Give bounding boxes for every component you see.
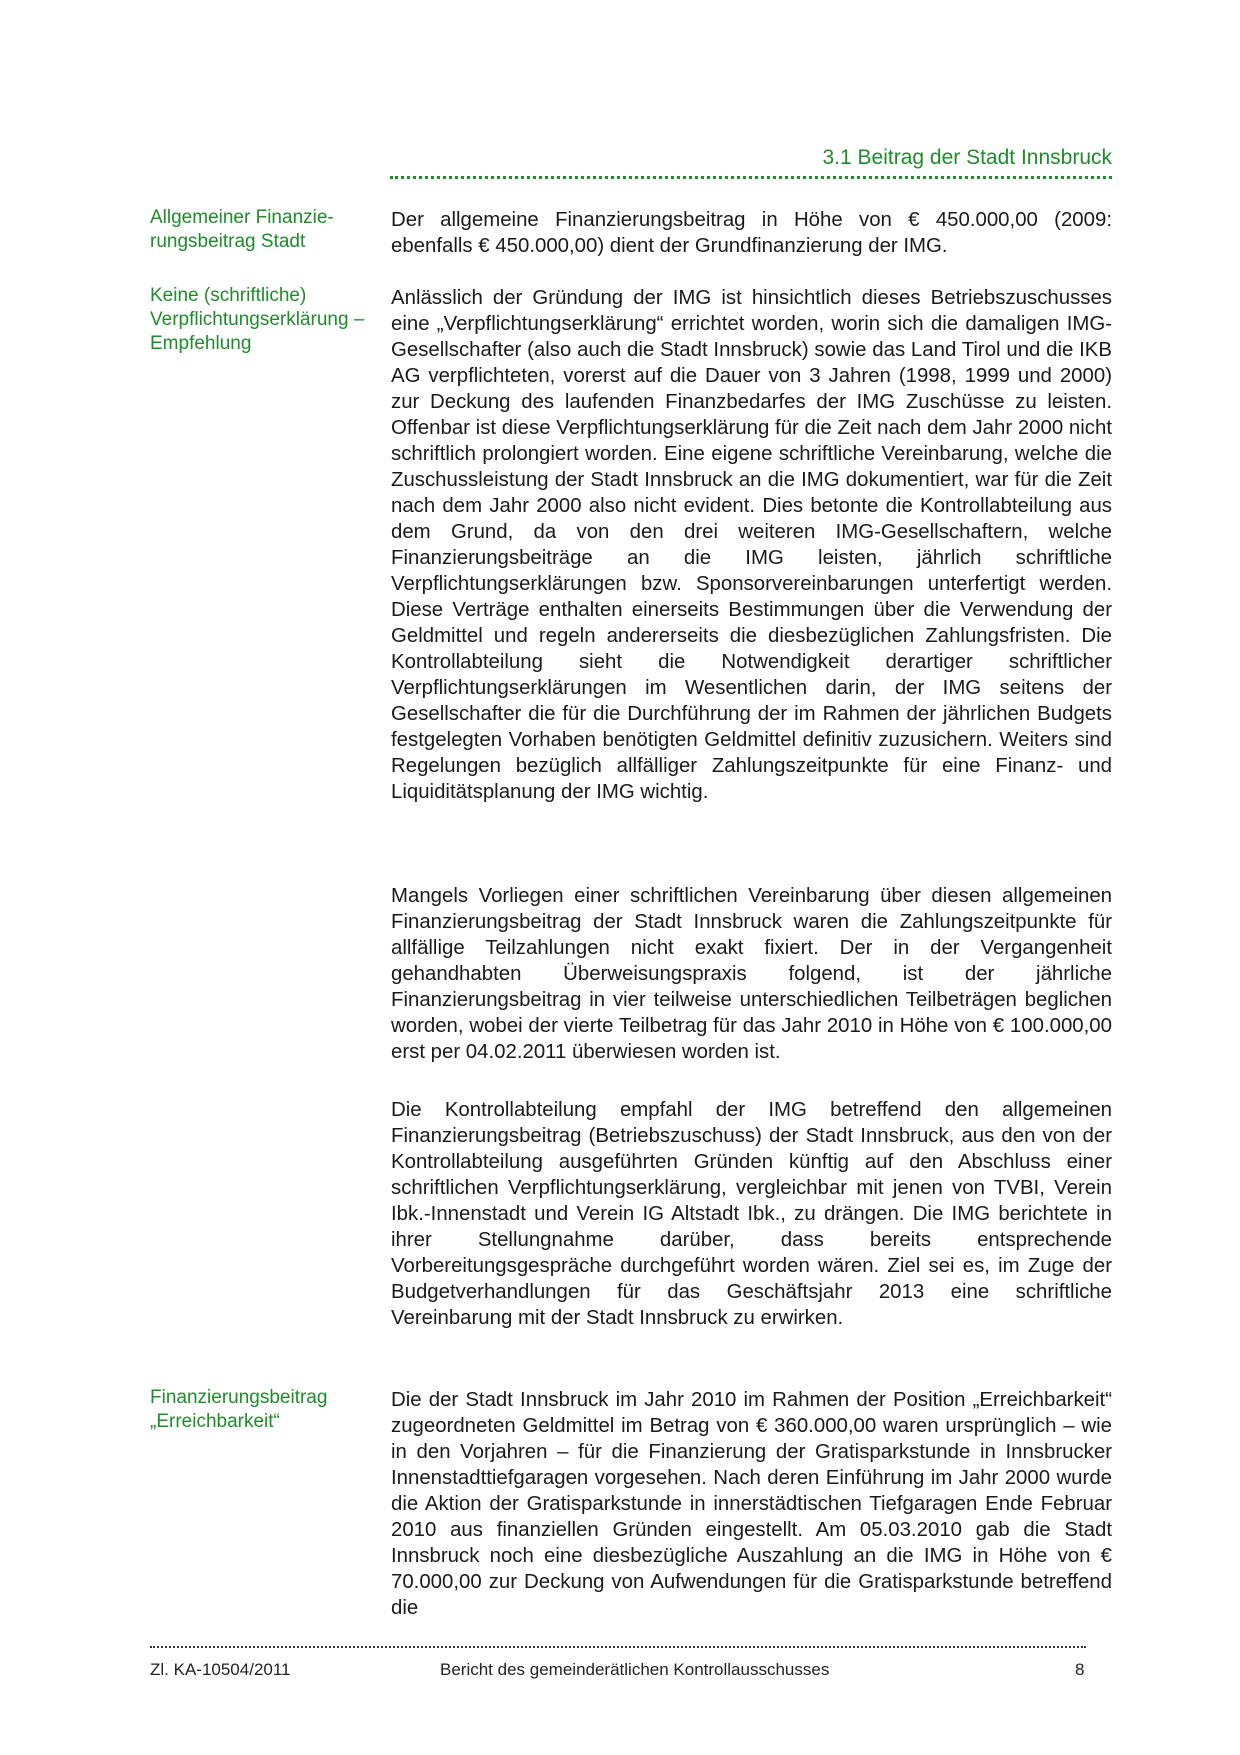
- header-dotted-rule: [390, 176, 1112, 179]
- paragraph-commitment-declaration: Anlässlich der Gründung der IMG ist hinsichtlich dieses Betriebszuschusses eine „Verpflichtungserklärung“ errichtet worden, worin sich die damaligen IMG-Gesellschafter (also auch die Stadt Innsbruck) sowie das Land Tirol und die IKB AG verpflichteten, vorerst auf die Dauer von 3 Jahren (1998, 1999 und 2000) zur Deckung des laufenden Finanzbedarfes der IMG Zuschüsse zu leisten. Offenbar ist diese Verpflichtungserklärung für die Zeit nach dem Jahr 2000 nicht schriftlich prolongiert worden. Eine eigene schriftliche Vereinbarung, welche die Zuschussleistung der Stadt Innsbruck an die IMG dokumentiert, war für die Zeit nach dem Jahr 2000 also nicht evident. Dies betonte die Kontrollabteilung aus dem Grund, da von den drei weiteren IMG-Gesellschaftern, welche Finanzierungsbeiträge an die IMG leisten, jährlich schriftliche Verpflichtungserklärungen bzw. Sponsorvereinbarungen unterfertigt werden. Diese Verträge enthalten einerseits Bestimmungen über die Verwendung der Geldmittel und regeln andererseits die diesbezüglichen Zahlungsfristen. Die Kontrollabteilung sieht die Notwendigkeit derartiger schriftlicher Verpflichtungserklärungen im Wesentlichen darin, der IMG seitens der Gesellschafter die für die Durchführung der im Rahmen der jährlichen Budgets festgelegten Vorhaben benötigten Geldmittel definitiv zuzusichern. Weiters sind Regelungen bezüglich allfälliger Zahlungszeitpunkte für eine Finanz- und Liquiditätsplanung der IMG wichtig.: [391, 287, 1112, 803]
- paragraph-general-contribution: Der allgemeine Finanzierungsbeitrag in Höhe von € 450.000,00 (2009: ebenfalls € 450.000,00) dient der Grundfinanzierung der IMG.: [391, 209, 1112, 257]
- page-number: 8: [1075, 1660, 1085, 1679]
- footer-dotted-rule: [150, 1646, 1086, 1648]
- section-header-title: 3.1 Beitrag der Stadt Innsbruck: [822, 146, 1112, 169]
- footer-report-title: Bericht des gemeinderätlichen Kontrollausschusses: [440, 1660, 830, 1679]
- side-label-general-contribution: Allgemeiner Finanzie- rungsbeitrag Stadt: [150, 207, 334, 252]
- paragraph-payment-dates: Mangels Vorliegen einer schriftlichen Vereinbarung über diesen allgemeinen Finanzierungsbeitrag der Stadt Innsbruck waren die Zahlungszeitpunkte für allfällige Teilzahlungen nicht exakt fixiert. Der in der Vergangenheit gehandhabten Überweisungspraxis folgend, ist der jährliche Finanzierungsbeitrag in vier teilweise unterschiedlichen Teilbeträgen beglichen worden, wobei der vierte Teilbetrag für das Jahr 2010 in Höhe von € 100.000,00 erst per 04.02.2011 überwiesen worden ist.: [391, 885, 1112, 1063]
- side-label-no-commitment: Keine (schriftliche) Verpflichtungserklärung – Empfehlung: [150, 285, 365, 354]
- paragraph-accessibility: Die der Stadt Innsbruck im Jahr 2010 im Rahmen der Position „Erreichbarkeit“ zugeordneten Geldmittel im Betrag von € 360.000,00 waren ursprünglich – wie in den Vorjahren – für die Finanzierung der Gratisparkstunde in Innsbrucker Innenstadttiefgaragen vorgesehen. Nach deren Einführung im Jahr 2000 wurde die Aktion der Gratisparkstunde in innerstädtischen Tiefgaragen Ende Februar 2010 aus finanziellen Gründen eingestellt. Am 05.03.2010 gab die Stadt Innsbruck noch eine diesbezügliche Auszahlung an die IMG in Höhe von € 70.000,00 zur Deckung von Aufwendungen für die Gratisparkstunde betreffend die: [391, 1389, 1112, 1619]
- paragraph-recommendation: Die Kontrollabteilung empfahl der IMG betreffend den allgemeinen Finanzierungsbeitrag (Betriebszuschuss) der Stadt Innsbruck, aus den von der Kontrollabteilung ausgeführten Gründen künftig auf den Abschluss einer schriftlichen Verpflichtungserklärung, vergleichbar mit jenen von TVBI, Verein Ibk.-Innenstadt und Verein IG Altstadt Ibk., zu drängen. Die IMG berichtete in ihrer Stellungnahme darüber, dass bereits entsprechende Vorbereitungsgespräche durchgeführt worden wären. Ziel sei es, im Zuge der Budgetverhandlungen für das Geschäftsjahr 2013 eine schriftliche Vereinbarung mit der Stadt Innsbruck zu erwirken.: [391, 1099, 1112, 1329]
- footer-reference: Zl. KA-10504/2011: [150, 1660, 291, 1679]
- side-label-accessibility-contribution: Finanzierungsbeitrag „Erreichbarkeit“: [150, 1387, 328, 1432]
